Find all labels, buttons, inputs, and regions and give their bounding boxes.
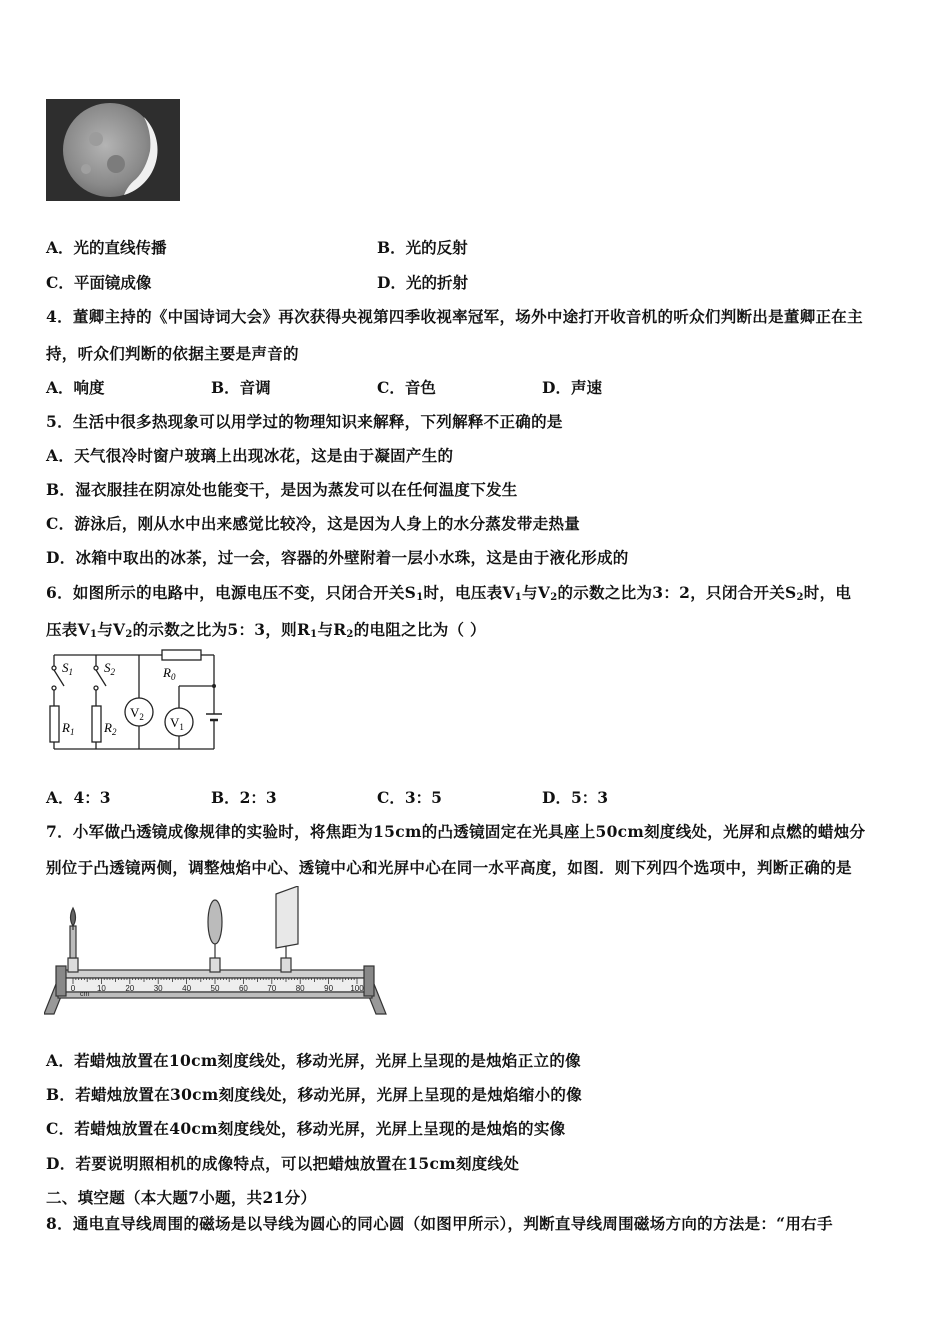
q3-option-d: D．光的折射: [377, 273, 468, 292]
circuit-label-r0: R: [163, 665, 171, 680]
bench-tick-label: 70: [267, 984, 277, 993]
q5-option-c: C．游泳后，刚从水中出来感觉比较冷，这是因为人身上的水分蒸发带走热量: [46, 514, 581, 533]
q5-option-a: A．天气很冷时窗户玻璃上出现冰花，这是由于凝固产生的: [46, 446, 454, 465]
bench-tick-label: 40: [182, 984, 192, 993]
q3-option-c: C．平面镜成像: [46, 273, 152, 292]
svg-text:R1: $R_1$: [62, 720, 75, 737]
q6-circuit-diagram: [44, 646, 234, 758]
bench-tick-label: 20: [125, 984, 135, 993]
q5-option-d: D．冰箱中取出的冰茶，过一会，容器的外壁附着一层小水珠，这是由于液化形成的: [46, 548, 629, 567]
svg-text:S1: $S_1$: [62, 660, 73, 677]
q6-option-d: D．5：3: [542, 788, 609, 807]
svg-text:R2: $R_2$: [104, 720, 117, 737]
circuit-label-r1: R: [62, 720, 70, 735]
q4-stem-line2: 持，听众们判断的依据主要是声音的: [46, 344, 299, 363]
section2-heading: 二、填空题（本大题7小题，共21分）: [46, 1188, 317, 1207]
q5-stem: 5．生活中很多热现象可以用学过的物理知识来解释，下列解释不正确的是: [46, 412, 563, 431]
svg-text:V1: $V_1$: [170, 715, 184, 732]
q3-option-b: B．光的反射: [377, 238, 468, 257]
q4-option-c: C．音色: [377, 378, 436, 397]
q7-option-d: D．若要说明照相机的成像特点，可以把蜡烛放置在15cm刻度线处: [46, 1154, 520, 1173]
q6-stem-line1: 6．如图所示的电路中，电源电压不变，只闭合开关$S_1$时，电压表$V_1$与$V_2$的示数之比为3：2，只闭合开关$S_2$时，电: [46, 583, 852, 603]
bench-tick-label: 80: [295, 984, 305, 993]
q4-option-a: A．响度: [46, 378, 105, 397]
bench-unit-label: cm: [80, 991, 90, 998]
q8-stem-line1: 8．通电直导线周围的磁场是以导线为圆心的同心圆（如图甲所示），判断直导线周围磁场方向的方法是：“用右手: [46, 1214, 833, 1233]
q7-stem-line1: 7．小军做凸透镜成像规律的实验时，将焦距为15cm的凸透镜固定在光具座上50cm刻度线处，光屏和点燃的蜡烛分: [46, 822, 866, 841]
circuit-label-v1: V: [170, 715, 180, 730]
q6-option-a: A．4：3: [46, 788, 111, 807]
q4-option-b: B．音调: [211, 378, 271, 397]
circuit-label-r2: R: [104, 720, 112, 735]
q7-stem-line2: 别位于凸透镜两侧，调整烛焰中心、透镜中心和光屏中心在同一水平高度，如图．则下列四个选项中，判断正确的是: [46, 858, 852, 877]
q4-stem-line1: 4．董卿主持的《中国诗词大会》再次获得央视第四季收视率冠军，场外中途打开收音机的听众们判断出是董卿正在主: [46, 307, 863, 326]
bench-tick-label: 0: [70, 984, 76, 993]
q5-option-b: B．湿衣服挂在阴凉处也能变干，是因为蒸发可以在任何温度下发生: [46, 480, 518, 499]
bench-tick-label: 60: [238, 984, 248, 993]
svg-text:R0: $R_0$: [163, 665, 176, 682]
q7-option-b: B．若蜡烛放置在30cm刻度线处，移动光屏，光屏上呈现的是烛焰缩小的像: [46, 1085, 583, 1104]
circuit-label-v2: V: [130, 705, 140, 720]
q6-option-c: C．3：5: [377, 788, 442, 807]
bench-tick-label: 100: [350, 984, 364, 993]
lunar-eclipse-image: [46, 99, 180, 201]
bench-tick-label: 30: [153, 984, 163, 993]
bench-tick-label: 50: [210, 984, 220, 993]
bench-tick-label: 90: [324, 984, 334, 993]
q7-option-c: C．若蜡烛放置在40cm刻度线处，移动光屏，光屏上呈现的是烛焰的实像: [46, 1119, 566, 1138]
q4-option-d: D．声速: [542, 378, 602, 397]
svg-text:V2: $V_2$: [130, 705, 144, 722]
q6-option-b: B．2：3: [211, 788, 277, 807]
q7-option-a: A．若蜡烛放置在10cm刻度线处，移动光屏，光屏上呈现的是烛焰正立的像: [46, 1051, 581, 1070]
svg-text:S2: $S_2$: [104, 660, 115, 677]
bench-tick-label: 10: [96, 984, 106, 993]
circuit-label-s2: S: [104, 660, 111, 675]
q3-option-a: A．光的直线传播: [46, 238, 167, 257]
q6-stem-line2: 压表$V_1$与$V_2$的示数之比为5：3，则$R_1$与$R_2$的电阻之比为（ ）: [46, 620, 486, 640]
circuit-label-s1: S: [62, 660, 69, 675]
q7-optical-bench-figure: [44, 886, 390, 1022]
